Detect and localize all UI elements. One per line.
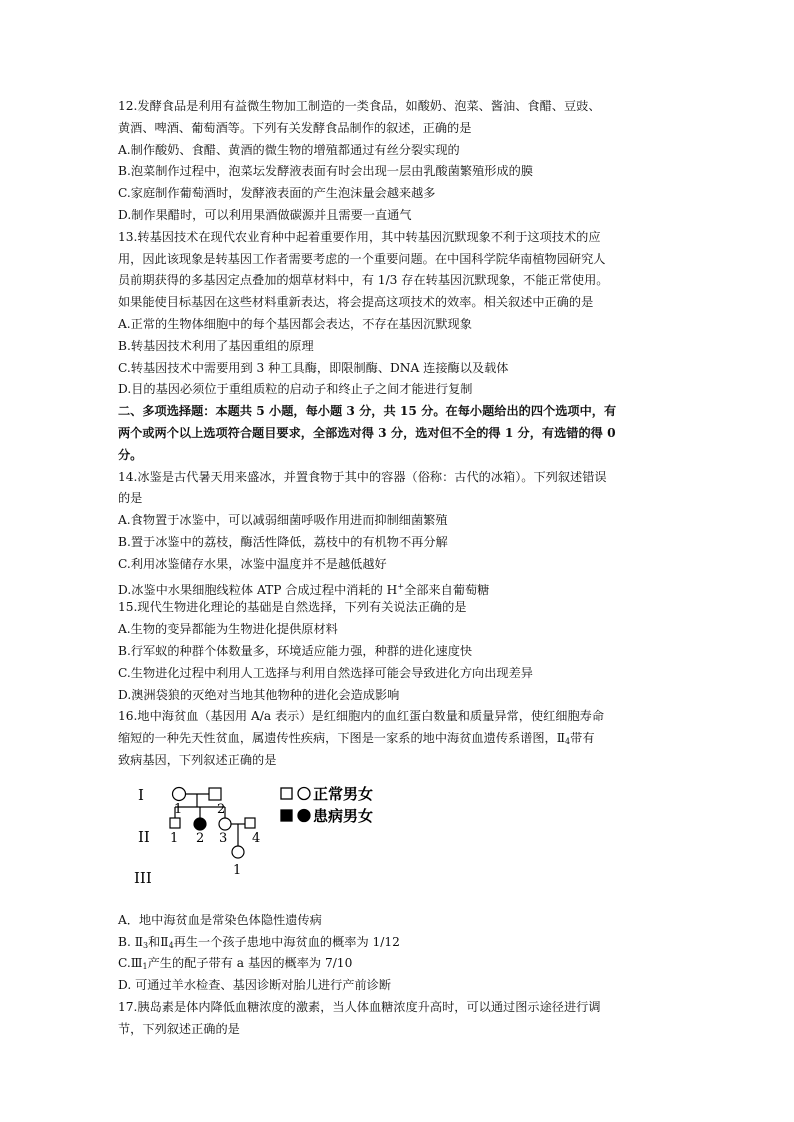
q16-stem-line-2-post: 带有 <box>570 731 595 746</box>
question-16 <box>118 706 678 997</box>
q14-option-d <box>118 576 678 598</box>
q16-option-d: D. 可通过羊水检查、基因诊断对胎儿进行产前诊断 <box>118 978 392 993</box>
pedigree-svg <box>130 778 430 910</box>
q15-option-d: D.澳洲袋狼的灭绝对当地其他物种的进化会造成影响 <box>118 687 400 702</box>
q15-option-b: B.行军蚁的种群个体数量多，环境适应能力强，种群的进化速度快 <box>118 643 473 658</box>
q16-option-c-part-2: 产生的配子带有 a 基因的概率为 7/10 <box>147 956 353 971</box>
gen-label-3: III <box>134 868 152 887</box>
q14-option-d-post: 全部来自葡萄糖 <box>404 582 490 597</box>
gen-label-1: I <box>138 785 144 804</box>
q16-stem-line-2 <box>118 728 678 750</box>
individual-I-1 <box>173 787 186 800</box>
legend-normal-label: 正常男女 <box>313 784 374 803</box>
individual-II-2 <box>194 818 206 830</box>
gen-label-2: II <box>138 827 150 846</box>
individual-II-3 <box>219 818 231 830</box>
question-13 <box>118 227 678 401</box>
q16-option-b-part-1: B. Ⅱ <box>118 934 143 949</box>
label-I-2: 2 <box>217 801 226 817</box>
label-I-1: 1 <box>174 801 183 817</box>
q16-stem-line-1: 16.地中海贫血（基因用 A/a 表示）是红细胞内的血红蛋白数量和质量异常，使红细胞寿命 <box>118 709 605 724</box>
q16-option-b-sub-2: 4 <box>168 940 174 950</box>
individual-II-4 <box>245 818 255 828</box>
label-II-3: 3 <box>219 830 228 846</box>
q12-stem-line-2: 黄酒、啤酒、葡萄酒等。下列有关发酵食品制作的叙述，正确的是 <box>118 120 472 135</box>
q16-stem-line-2-pre: 缩短的一种先天性贫血，属遗传性疾病，下图是一家系的地中海贫血遗传系谱图，Ⅱ <box>118 731 566 746</box>
label-III-1: 1 <box>233 862 242 878</box>
q13-stem-line-4: 如果能使目标基因在这些材料重新表达，将会提高这项技术的效率。相关叙述中正确的是 <box>118 295 594 310</box>
legend-affected-female-icon <box>298 809 310 821</box>
legend-normal-male-icon <box>281 788 292 799</box>
label-II-2: 2 <box>196 830 205 846</box>
q14-option-b: B.置于冰鉴中的荔枝，酶活性降低，荔枝中的有机物不再分解 <box>118 534 448 549</box>
question-17 <box>118 997 678 1041</box>
q16-option-b-part-3: 再生一个孩子患地中海贫血的概率为 1/12 <box>173 934 400 949</box>
q15-option-a: A.生物的变异都能为生物进化提供原材料 <box>118 622 338 637</box>
pedigree-chart <box>118 778 678 910</box>
q15-option-c: C.生物进化过程中利用人工选择与利用自然选择可能会导致进化方向出现差异 <box>118 665 533 680</box>
exam-page <box>118 96 678 1040</box>
individual-III-1 <box>232 846 244 858</box>
question-15 <box>118 597 678 706</box>
q17-stem-line-2: 节，下列叙述正确的是 <box>118 1021 240 1036</box>
q12-option-c: C.家庭制作葡萄酒时，发酵液表面的产生泡沫量会越来越多 <box>118 186 436 201</box>
q13-option-a: A.正常的生物体细胞中的每个基因都会表达，不存在基因沉默现象 <box>118 316 472 331</box>
section-2-header <box>118 401 678 466</box>
section-2-line-1: 二、多项选择题：本题共 5 小题，每小题 3 分，共 15 分。在每小题给出的四个选项中，有 <box>118 404 617 419</box>
legend-affected-male-icon <box>281 810 292 821</box>
q16-option-b-part-2: 和Ⅱ <box>148 934 169 949</box>
q16-option-c <box>118 953 678 975</box>
q16-option-c-part-1: C.Ⅲ <box>118 956 143 971</box>
q13-option-d: D.目的基因必须位于重组质粒的启动子和终止子之间才能进行复制 <box>118 382 473 397</box>
q14-option-a: A.食物置于冰鉴中，可以减弱细菌呼吸作用进而抑制细菌繁殖 <box>118 513 448 528</box>
q13-stem-line-1: 13.转基因技术在现代农业育种中起着重要作用，其中转基因沉默现象不利于这项技术的应 <box>118 229 601 244</box>
q16-stem-line-3: 致病基因，下列叙述正确的是 <box>118 752 277 767</box>
q14-stem-line-1: 14.冰鉴是古代暑天用来盛冰，并置食物于其中的容器（俗称：古代的冰箱）。下列叙述错误 <box>118 469 607 484</box>
q12-option-d: D.制作果醋时，可以利用果酒做碳源并且需要一直通气 <box>118 207 412 222</box>
q13-option-b: B.转基因技术利用了基因重组的原理 <box>118 338 314 353</box>
q12-option-b: B.泡菜制作过程中，泡菜坛发酵液表面有时会出现一层由乳酸菌繁殖形成的膜 <box>118 164 534 179</box>
individual-II-1 <box>170 818 180 828</box>
q14-stem-line-2: 的是 <box>118 491 143 506</box>
q17-stem-line-1: 17.胰岛素是体内降低血糖浓度的激素，当人体血糖浓度升高时，可以通过图示途径进行调 <box>118 999 601 1014</box>
q12-option-a: A.制作酸奶、食醋、黄酒的微生物的增殖都通过有丝分裂实现的 <box>118 142 460 157</box>
q16-option-b-sub-1: 3 <box>143 940 149 950</box>
q16-option-b <box>118 932 678 954</box>
label-II-1: 1 <box>170 830 179 846</box>
individual-I-2 <box>209 788 221 800</box>
q13-stem-line-2: 用，因此该现象是转基因工作者需要考虑的一个重要问题。在中国科学院华南植物园研究人 <box>118 251 606 266</box>
q16-stem-line-2-sub: 4 <box>565 737 571 747</box>
question-14 <box>118 467 678 598</box>
q16-option-c-sub: 1 <box>142 962 148 972</box>
q16-option-a: A．地中海贫血是常染色体隐性遗传病 <box>118 912 322 927</box>
section-2-line-3: 分。 <box>118 447 143 462</box>
q14-option-d-pre: D.冰鉴中水果细胞线粒体 ATP 合成过程中消耗的 H <box>118 582 398 597</box>
q13-option-c: C.转基因技术中需要用到 3 种工具酶，即限制酶、DNA 连接酶以及载体 <box>118 360 509 375</box>
q14-option-d-sup: + <box>397 581 405 591</box>
q12-stem-line-1: 12.发酵食品是利用有益微生物加工制造的一类食品，如酸奶、泡菜、酱油、食醋、豆豉、 <box>118 99 601 113</box>
q15-stem: 15.现代生物进化理论的基础是自然选择，下列有关说法正确的是 <box>118 600 467 615</box>
legend-affected-label: 患病男女 <box>313 806 374 825</box>
q14-option-c: C.利用冰鉴储存水果，冰鉴中温度并不是越低越好 <box>118 556 387 571</box>
q13-stem-line-3: 员前期获得的多基因定点叠加的烟草材料中，有 1/3 存在转基因沉默现象，不能正常使用。 <box>118 273 609 288</box>
label-II-4: 4 <box>252 830 261 846</box>
question-12 <box>118 96 678 227</box>
section-2-line-2: 两个或两个以上选项符合题目要求，全部选对得 3 分，选对但不全的得 1 分，有选错的得 0 <box>118 425 616 440</box>
legend-normal-female-icon <box>298 787 310 799</box>
